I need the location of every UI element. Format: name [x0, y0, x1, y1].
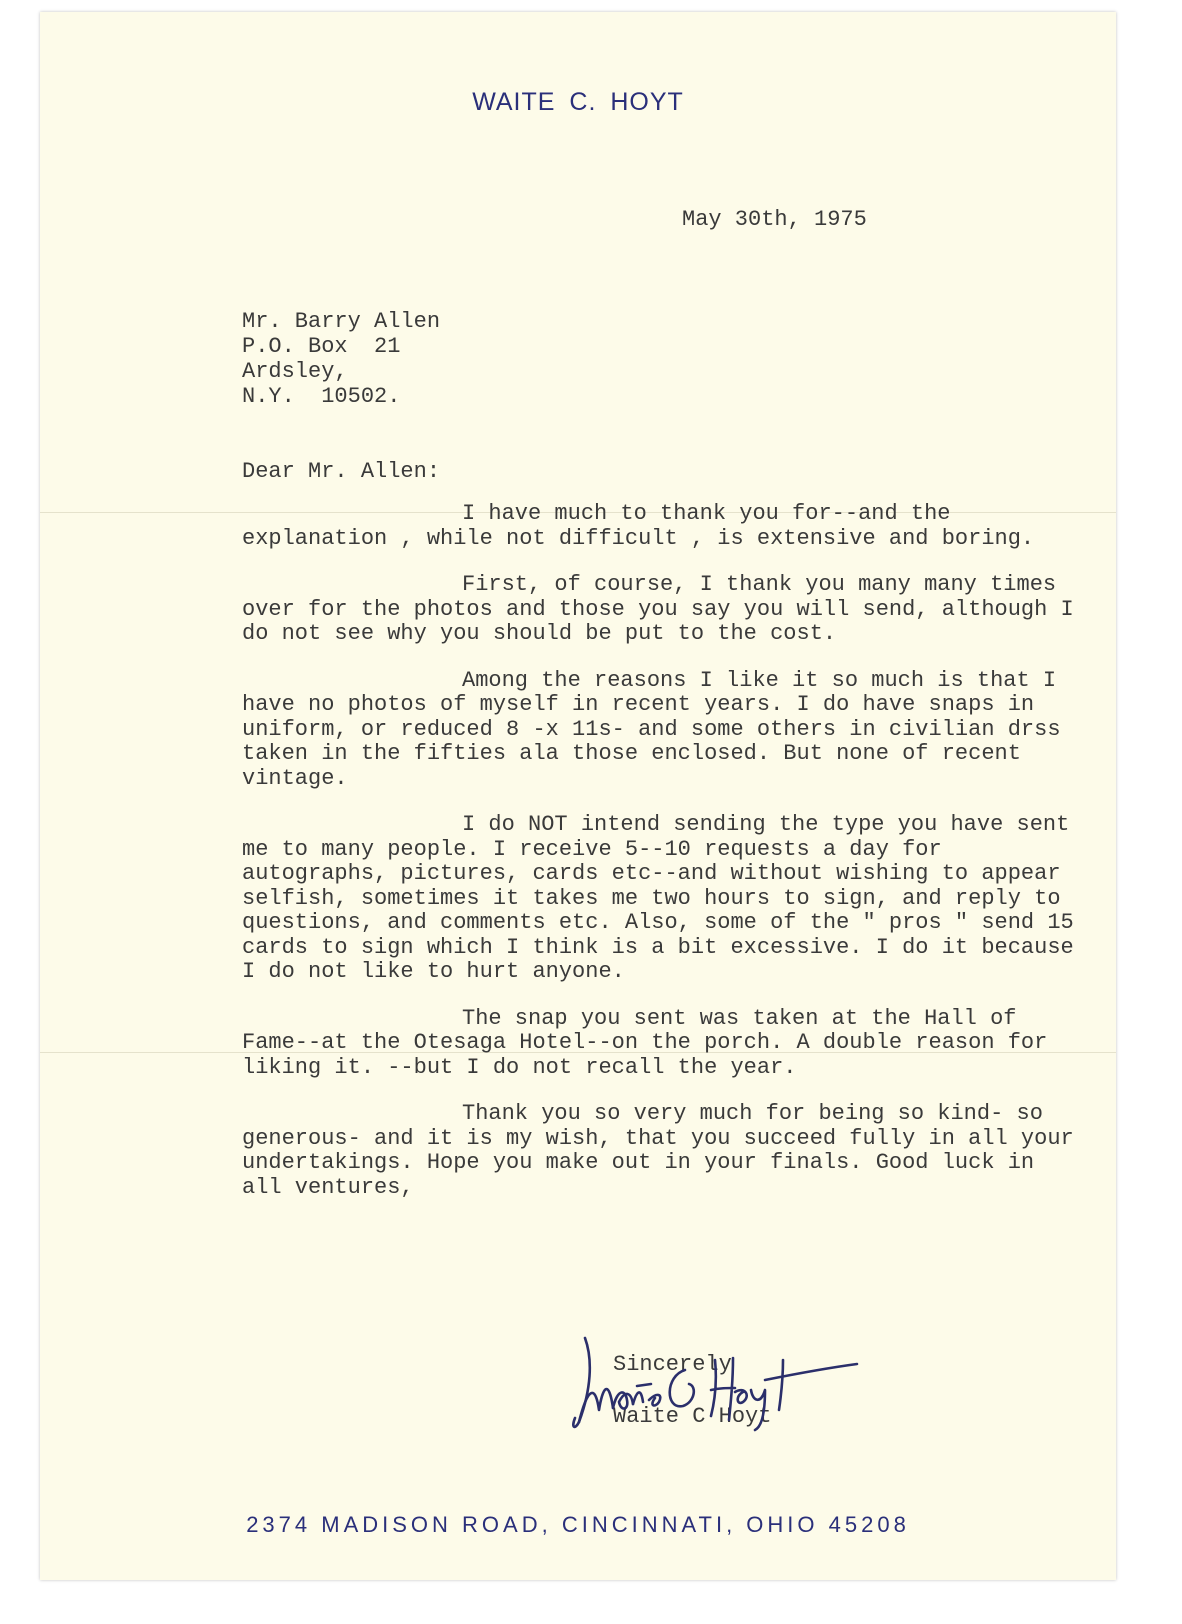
paragraph-6: Thank you so very much for being so kind- so generous- and it is my wish, that you succeed fully in all your undertakings. Hope you make out in your finals. Good luck in all ventures, — [242, 1101, 1074, 1200]
letter-page — [40, 12, 1116, 1580]
recipient-name: Mr. Barry Allen — [242, 309, 441, 334]
letter-date: May 30th, 1975 — [682, 207, 867, 232]
closing: Sincerely — [613, 1352, 732, 1377]
paragraph-2: First, of course, I thank you many many times over for the photos and those you say you will send, although I do not see why you should be put to the cost. — [242, 572, 1074, 646]
recipient-address — [242, 309, 440, 409]
salutation: Dear Mr. Allen: — [242, 459, 441, 484]
recipient-city: Ardsley, — [242, 359, 348, 384]
signature-stroke-e — [649, 1395, 660, 1406]
letter-body — [242, 502, 1082, 1222]
signature-stroke-t — [765, 1360, 857, 1410]
signature-stroke-a — [613, 1392, 633, 1408]
letterhead-address: 2374 MADISON ROAD, CINCINNATI, OHIO 45208 — [246, 1512, 910, 1537]
signature-stroke-y — [751, 1390, 765, 1430]
recipient-state-zip: N.Y. 10502. — [242, 384, 401, 409]
paragraph-1: I have much to thank you for--and the explanation , while not difficult , is extensive and boring. — [242, 501, 1035, 551]
paragraph-5: The snap you sent was taken at the Hall of Fame--at the Otesaga Hotel--on the porch. A double reason for liking it. --but I do not recall the year. — [242, 1005, 1048, 1080]
signature-stroke-w2 — [579, 1389, 613, 1422]
signature-stroke-o — [735, 1390, 747, 1403]
letterhead-name: WAITE C. HOYT — [472, 88, 684, 116]
handwritten-signature — [565, 1330, 865, 1440]
signature-stroke-c — [670, 1370, 694, 1406]
recipient-box: P.O. Box 21 — [242, 334, 401, 359]
paragraph-3: Among the reasons I like it so much is that I have no photos of myself in recent years. I do have snaps in uniform, or reduced 8 -x 11s- and some others in civilian drss taken in the fifties ala those enclosed. But none of recent vintage. — [242, 667, 1061, 791]
typed-name: Waite C Hoyt — [613, 1404, 772, 1429]
paragraph-4: I do NOT intend sending the type you have sent me to many people. I receive 5--10 requests a day for autographs, pictures, cards etc--and without wishing to appear selfish, sometimes it takes me two hours to sign, and reply to questions, and comments etc. Also, some of the " pros " send 15 cards to sign which I think is a bit excessive. I do it because I do not like to hurt anyone. — [242, 812, 1074, 984]
signature-stroke-h — [711, 1358, 735, 1420]
